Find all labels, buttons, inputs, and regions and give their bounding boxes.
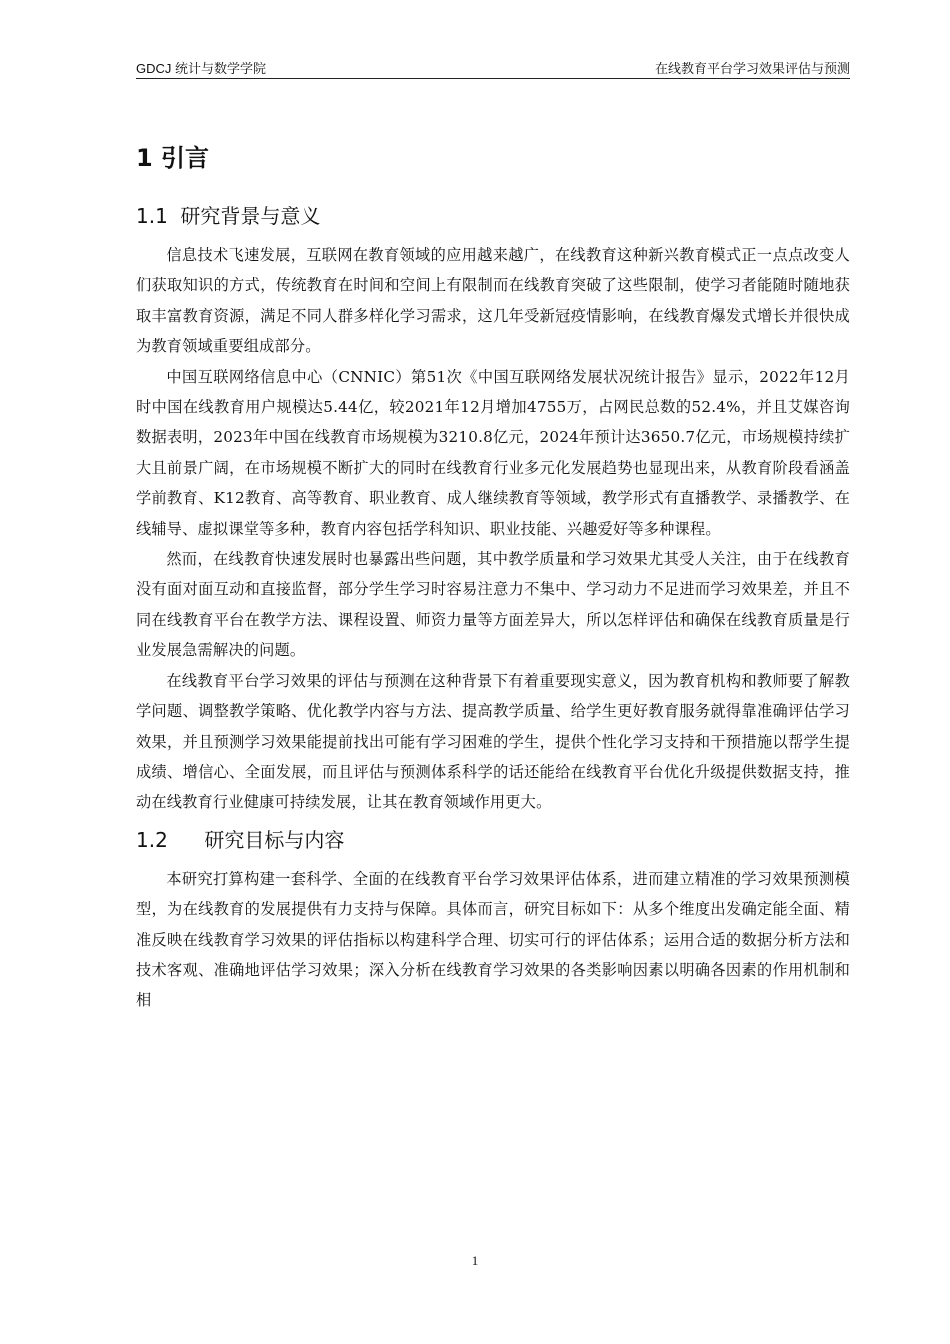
section-heading-1-2: [136, 822, 850, 858]
paragraph: 中国互联网络信息中心（CNNIC）第51次《中国互联网络发展状况统计报告》显示，2022年12月时中国在线教育用户规模达5.44亿，较2021年12月增加4755万，占网民总数的52.4%，并且艾媒咨询数据表明，2023年中国在线教育市场规模为3210.8亿元，2024年预计达3650.7亿元，市场规模持续扩大且前景广阔，在市场规模不断扩大的同时在线教育行业多元化发展趋势也显现出来，从教育阶段看涵盖学前教育、K12教育、高等教育、职业教育、成人继续教育等领域，教学形式有直播教学、录播教学、在线辅导、虚拟课堂等多种，教育内容包括学科知识、职业技能、兴趣爱好等多种课程。: [136, 367, 850, 538]
section-title: 研究目标与内容: [204, 827, 345, 852]
header-thesis-title: 在线教育平台学习效果评估与预测: [654, 61, 850, 76]
paragraph: 在线教育平台学习效果的评估与预测在这种背景下有着重要现实意义，因为教育机构和教师要了解教学问题、调整教学策略、优化教学内容与方法、提高教学质量、给学生更好教育服务就得靠准确评估学习效果，并且预测学习效果能提前找出可能有学习困难的学生，提供个性化学习支持和干预措施以帮学生提成绩、增信心、全面发展，而且评估与预测体系科学的话还能给在线教育平台优化升级提供数据支持，推动在线教育行业健康可持续发展，让其在教育领域作用更大。: [136, 671, 850, 812]
header-rule: [136, 78, 850, 79]
paragraph: 然而，在线教育快速发展时也暴露出些问题，其中教学质量和学习效果尤其受人关注，由于在线教育没有面对面互动和直接监督，部分学生学习时容易注意力不集中、学习动力不足进而学习效果差，并且不同在线教育平台在教学方法、课程设置、师资力量等方面差异大，所以怎样评估和确保在线教育质量是行业发展急需解决的问题。: [136, 550, 850, 660]
main-content: [136, 140, 850, 1016]
section-title: 研究背景与意义: [180, 204, 321, 228]
section-heading-1-1: [136, 198, 850, 234]
paragraph: 本研究打算构建一套科学、全面的在线教育平台学习效果评估体系，进而建立精准的学习效果预测模型，为在线教育的发展提供有力支持与保障。具体而言，研究目标如下：从多个维度出发确定能全面、精准反映在线教育学习效果的评估指标以构建科学合理、切实可行的评估体系；运用合适的数据分析方法和技术客观、准确地评估学习效果；深入分析在线教育学习效果的各类影响因素以明确各因素的作用机制和相: [136, 869, 850, 1010]
section-number: 1.2: [136, 827, 168, 852]
chapter-heading: 1 引言: [136, 144, 210, 172]
paragraph: 信息技术飞速发展，互联网在教育领域的应用越来越广，在线教育这种新兴教育模式正一点点改变人们获取知识的方式，传统教育在时间和空间上有限制而在线教育突破了这些限制，使学习者能随时随地获取丰富教育资源，满足不同人群多样化学习需求，这几年受新冠疫情影响，在线教育爆发式增长并很快成为教育领域重要组成部分。: [136, 246, 850, 356]
header-school: GDCJ 统计与数学学院: [136, 61, 267, 76]
section-number: 1.1: [136, 204, 168, 228]
page-number: 1: [471, 1253, 479, 1268]
running-header: [136, 56, 850, 78]
